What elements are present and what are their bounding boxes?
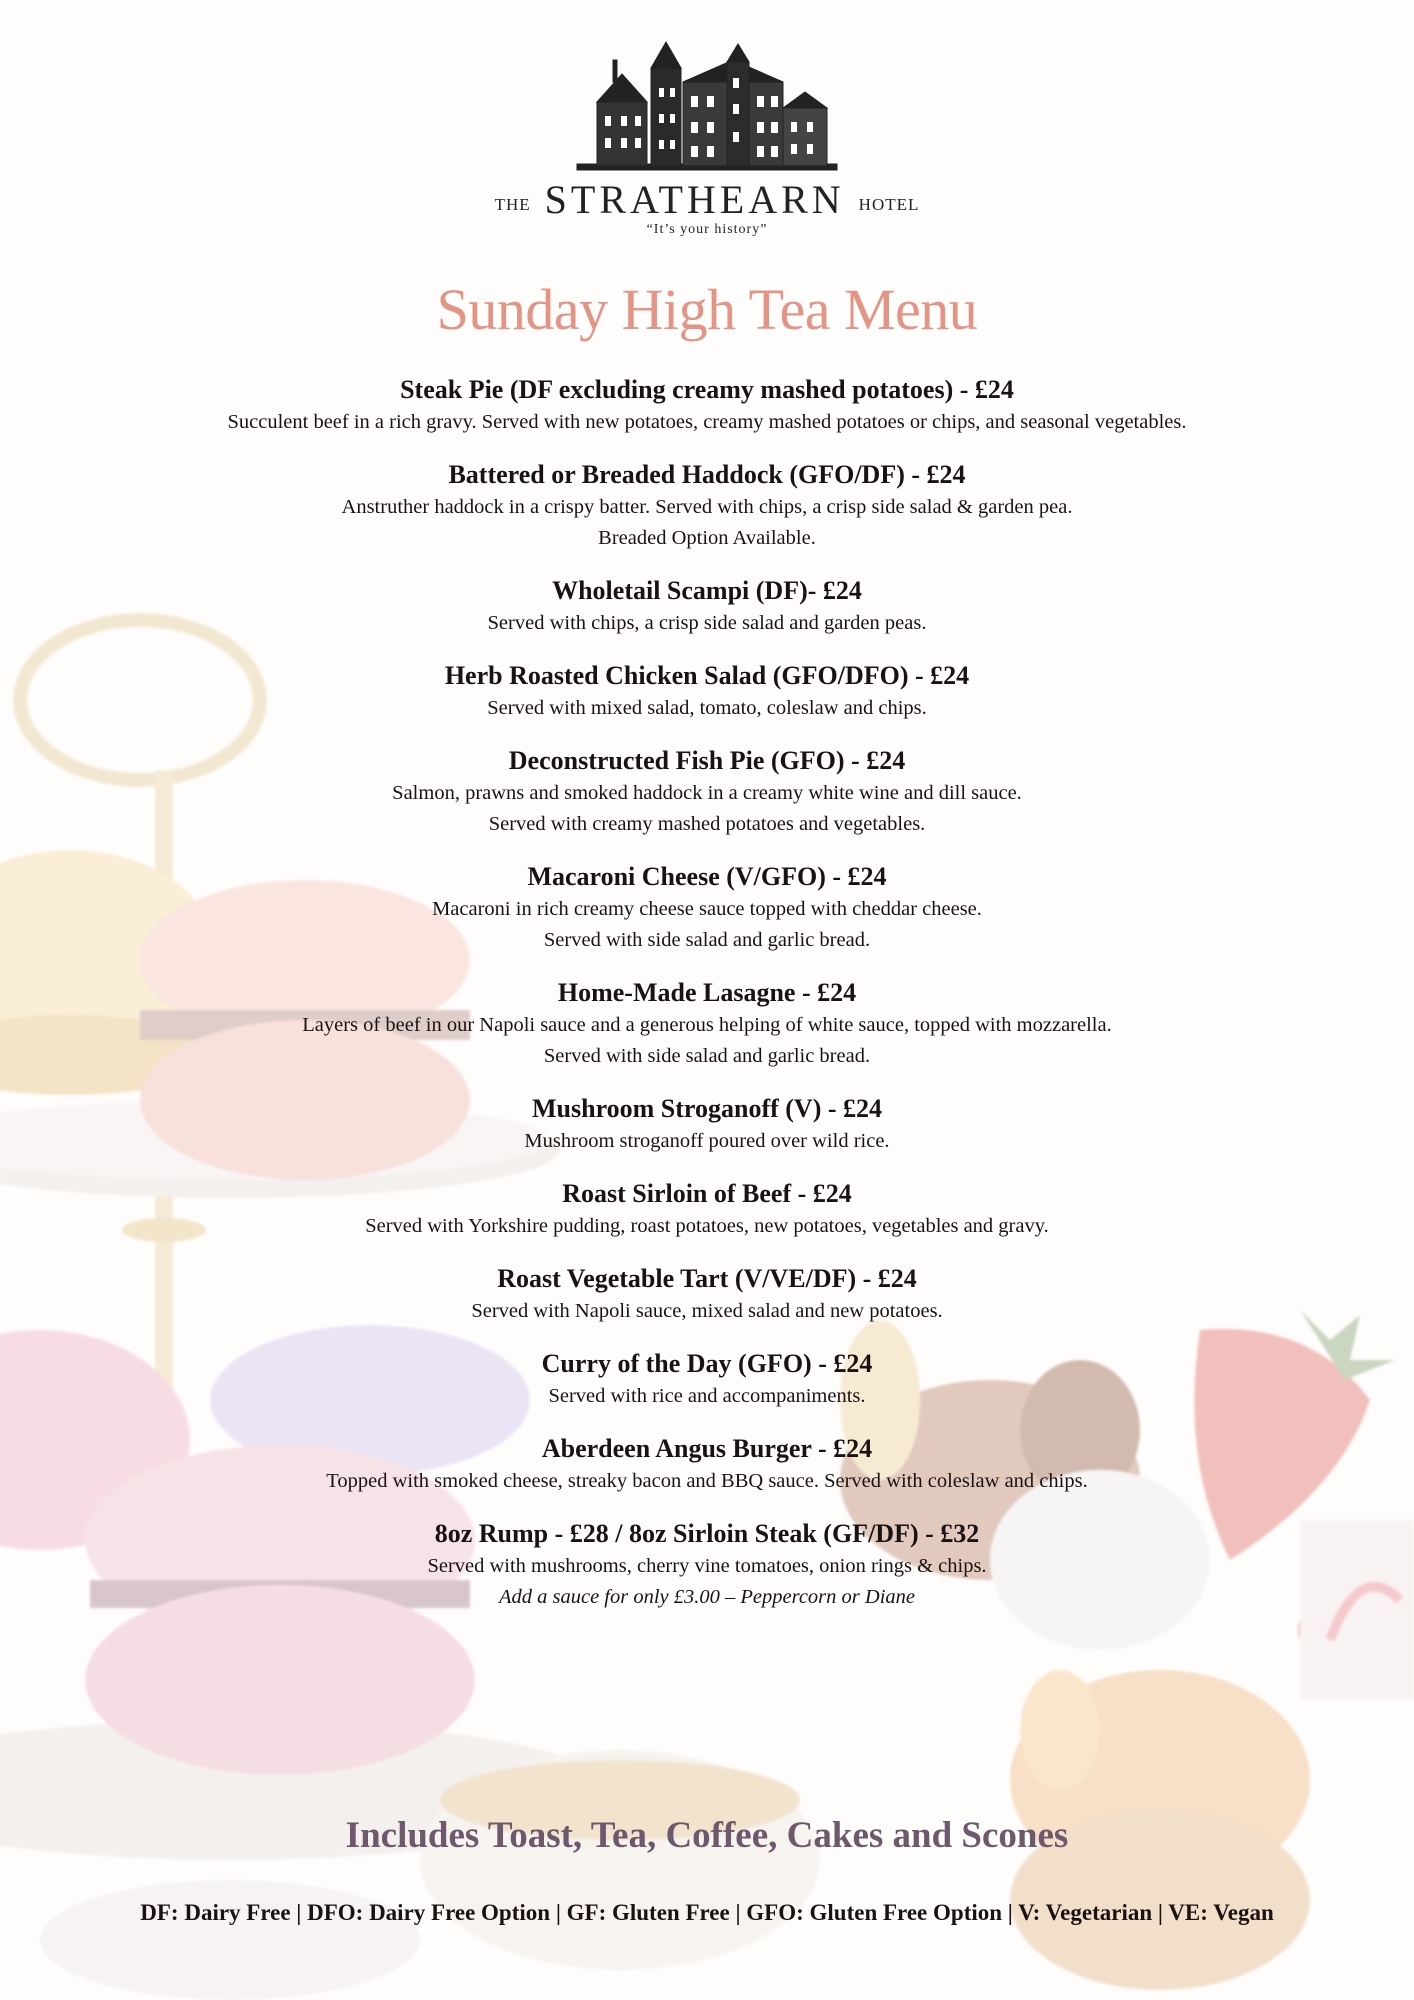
- item-description: Served with Yorkshire pudding, roast potatoes, new potatoes, vegetables and gravy.: [365, 1215, 1049, 1237]
- menu-item: [40, 1432, 1374, 1497]
- item-description: Succulent beef in a rich gravy. Served with new potatoes, creamy mashed potatoes or chips, and seasonal vegetables.: [227, 411, 1187, 433]
- item-description: Topped with smoked cheese, streaky bacon and BBQ sauce. Served with coleslaw and chips.: [326, 1470, 1088, 1492]
- item-description: Served with chips, a crisp side salad and garden peas.: [487, 612, 927, 634]
- menu-item: [40, 458, 1374, 554]
- menu-item: [40, 1347, 1374, 1412]
- menu-items: [40, 373, 1374, 1633]
- item-name: Roast Sirloin of Beef - £24: [562, 1179, 852, 1208]
- item-name: Deconstructed Fish Pie (GFO) - £24: [508, 746, 906, 775]
- item-name: Wholetail Scampi (DF)- £24: [552, 576, 862, 605]
- item-name: Herb Roasted Chicken Salad (GFO/DFO) - £24: [444, 661, 970, 690]
- hotel-building-icon: [567, 38, 847, 176]
- dietary-key: DF: Dairy Free | DFO: Dairy Free Option | GF: Gluten Free | GFO: Gluten Free Option | V: Vegetarian | VE: Vegan: [140, 1900, 1274, 1925]
- item-name: Home-Made Lasagne - £24: [557, 978, 857, 1007]
- item-description: Served with side salad and garlic bread.: [543, 929, 871, 951]
- includes-banner: Includes Toast, Tea, Coffee, Cakes and Scones: [345, 1815, 1069, 1856]
- item-name: 8oz Rump - £28 / 8oz Sirloin Steak (GF/DF) - £32: [434, 1519, 980, 1548]
- brand-hotel: HOTEL: [858, 195, 920, 214]
- item-name: Steak Pie (DF excluding creamy mashed potatoes) - £24: [400, 375, 1014, 404]
- menu-item: [40, 1177, 1374, 1242]
- brand-name: STRATHEARN: [544, 177, 845, 222]
- menu-item: [40, 860, 1374, 956]
- item-description: Served with mushrooms, cherry vine tomatoes, onion rings & chips.: [427, 1555, 987, 1577]
- item-description: Anstruther haddock in a crispy batter. Served with chips, a crisp side salad & garden pea.: [341, 496, 1073, 518]
- item-description: Layers of beef in our Napoli sauce and a generous helping of white sauce, topped with mozzarella.: [302, 1014, 1112, 1036]
- item-name: Curry of the Day (GFO) - £24: [541, 1349, 873, 1378]
- item-description: Served with side salad and garlic bread.: [543, 1045, 871, 1067]
- brand-the: THE: [494, 195, 531, 214]
- item-description: Mushroom stroganoff poured over wild rice.: [524, 1130, 890, 1152]
- item-description: Served with creamy mashed potatoes and vegetables.: [488, 813, 926, 835]
- menu-title: Sunday High Tea Menu: [436, 277, 978, 342]
- item-description: Breaded Option Available.: [598, 527, 816, 549]
- menu-item: [40, 574, 1374, 639]
- item-description: Served with Napoli sauce, mixed salad and new potatoes.: [471, 1300, 943, 1322]
- item-name: Macaroni Cheese (V/GFO) - £24: [527, 862, 887, 891]
- menu-item: [40, 976, 1374, 1072]
- item-description: Served with rice and accompaniments.: [548, 1385, 866, 1407]
- brand-tagline: “It’s your history”: [646, 222, 768, 237]
- item-description: Salmon, prawns and smoked haddock in a creamy white wine and dill sauce.: [392, 782, 1022, 804]
- sauce-note: Add a sauce for only £3.00 – Peppercorn or Diane: [498, 1586, 915, 1608]
- menu-item: [40, 1262, 1374, 1327]
- menu-item: [40, 1517, 1374, 1613]
- item-name: Mushroom Stroganoff (V) - £24: [531, 1094, 883, 1123]
- item-name: Aberdeen Angus Burger - £24: [541, 1434, 873, 1463]
- item-name: Roast Vegetable Tart (V/VE/DF) - £24: [497, 1264, 917, 1293]
- item-name: Battered or Breaded Haddock (GFO/DF) - £24: [448, 460, 966, 489]
- menu-item: [40, 373, 1374, 438]
- menu-item: [40, 659, 1374, 724]
- menu-item: [40, 744, 1374, 840]
- item-description: Served with mixed salad, tomato, coleslaw and chips.: [487, 697, 927, 719]
- menu-item: [40, 1092, 1374, 1157]
- item-description: Macaroni in rich creamy cheese sauce topped with cheddar cheese.: [432, 898, 982, 920]
- hotel-name: [0, 177, 1414, 222]
- hotel-logo: [0, 38, 1414, 238]
